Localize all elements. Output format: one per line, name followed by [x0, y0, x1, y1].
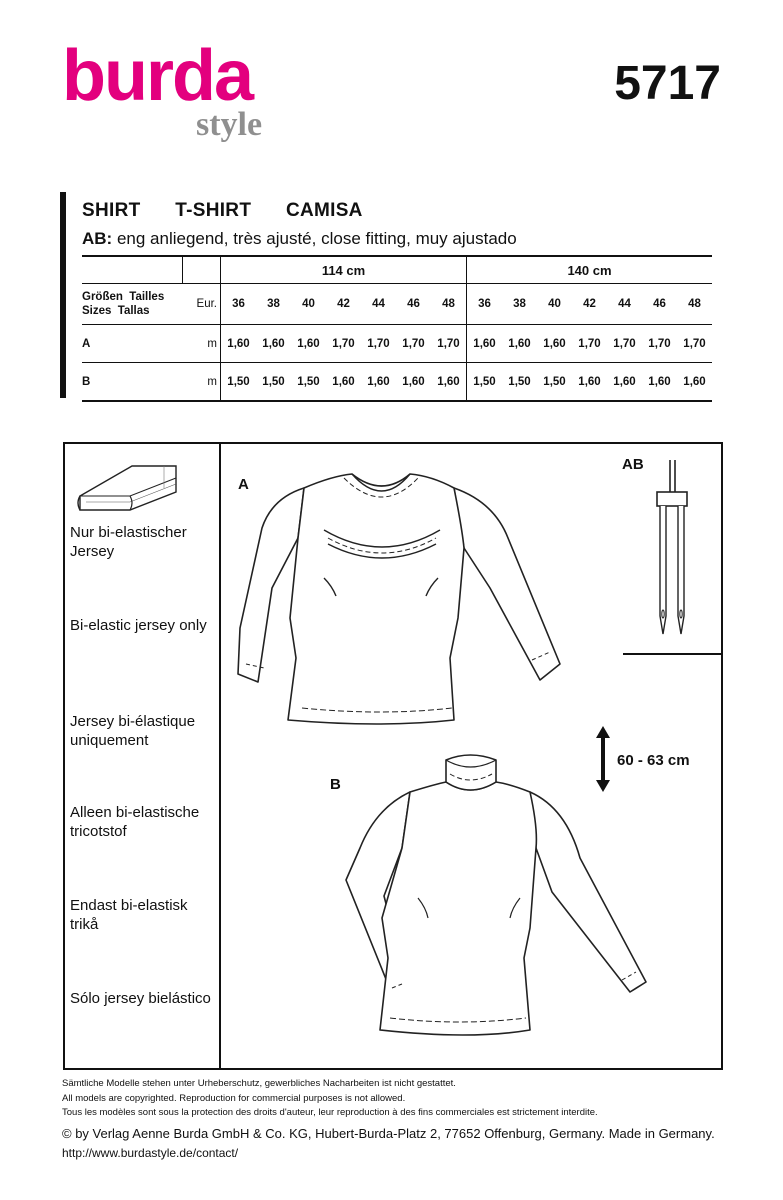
- view-a-label-drawing: A: [238, 476, 249, 493]
- yardage-cell: 1,60: [367, 375, 390, 388]
- yardage-cell: 1,60: [437, 375, 460, 388]
- yardage-cell: 1,60: [297, 337, 320, 350]
- yardage-cell: 1,70: [437, 337, 460, 350]
- view-b-row: [82, 363, 712, 402]
- eur-header: Eur.: [183, 284, 221, 325]
- fabric-note-de: Nur bi-elastischer Jersey: [70, 524, 187, 560]
- size-cell: 36: [232, 298, 245, 310]
- size-cell: 46: [653, 298, 666, 310]
- view-a-unit: m: [183, 325, 221, 363]
- size-cell: 42: [337, 298, 350, 310]
- yardage-cell: 1,50: [262, 375, 285, 388]
- size-cell: 48: [442, 298, 455, 310]
- yardage-cell: 1,60: [508, 337, 531, 350]
- garment-a-drawing: [232, 468, 572, 748]
- yardage-cell: 1,60: [402, 375, 425, 388]
- sizes-row: [82, 284, 712, 325]
- yardage-cell: 1,50: [543, 375, 566, 388]
- table-corner-unit: [183, 256, 221, 284]
- yardage-cell: 1,50: [508, 375, 531, 388]
- width-114: 114 cm: [221, 256, 467, 284]
- view-a-row: [82, 325, 712, 363]
- yardage-cell: 1,50: [297, 375, 320, 388]
- fabric-width-row: [82, 256, 712, 284]
- yardage-cell: 1,70: [367, 337, 390, 350]
- yardage-table: [82, 255, 712, 402]
- fabric-note-nl: Alleen bi-elastische tricotstof: [70, 804, 200, 840]
- size-cell: 38: [267, 298, 280, 310]
- yardage-cell: 1,70: [648, 337, 671, 350]
- garment-b-drawing: [340, 768, 680, 1068]
- size-cell: 40: [548, 298, 561, 310]
- fabric-note-en: Bi-elastic jersey only: [70, 617, 207, 634]
- fabric-note-es: Sólo jersey bielástico: [70, 990, 211, 1007]
- yardage-cell: 1,70: [683, 337, 706, 350]
- yardage-cell: 1,70: [402, 337, 425, 350]
- yardage-cell: 1,60: [262, 337, 285, 350]
- fit-description: [82, 229, 517, 249]
- width-140: 140 cm: [567, 262, 612, 278]
- size-cell: 44: [618, 298, 631, 310]
- yardage-cell: 1,60: [683, 375, 706, 388]
- heading-bar: [60, 192, 66, 398]
- fabric-note-sv: Endast bi-elastisk trikå: [70, 897, 188, 933]
- copyright: © by Verlag Aenne Burda GmbH & Co. KG, Hubert-Burda-Platz 2, 77652 Offenburg, Germany. Made in Germany.: [62, 1126, 715, 1141]
- legal-de: Sämtliche Modelle stehen unter Urheberschutz, gewerbliches Nacharbeiten ist nicht gestattet.: [62, 1078, 456, 1089]
- yardage-cell: 1,70: [578, 337, 601, 350]
- yardage-cell: 1,50: [467, 363, 503, 402]
- garment-title: SHIRT T-SHIRT CAMISA: [82, 200, 363, 221]
- needle-divider: [623, 653, 721, 655]
- fabric-note-fr: Jersey bi-élastique uniquement: [70, 713, 196, 749]
- size-cell: 36: [467, 284, 503, 325]
- legal-fr: Tous les modèles sont sous la protection des droits d'auteur, leur reproduction à des fins commerciales est strictement interdite.: [62, 1107, 598, 1118]
- view-b-label: B: [82, 375, 91, 388]
- fabric-roll-icon: [72, 458, 182, 518]
- sizes-label-line1: Größen Tailles: [82, 291, 165, 303]
- size-cell: 44: [372, 298, 385, 310]
- view-b-unit: m: [183, 363, 221, 402]
- needle-label: AB: [622, 456, 644, 473]
- yardage-cell: 1,70: [613, 337, 636, 350]
- length-measure: 60 - 63 cm: [617, 752, 690, 769]
- yardage-cell: 1,60: [332, 375, 355, 388]
- view-a-label: A: [82, 337, 91, 350]
- twin-needle-icon: [647, 456, 697, 636]
- pattern-number: 5717: [614, 57, 721, 110]
- table-corner: [82, 256, 183, 284]
- yardage-cell: 1,60: [613, 375, 636, 388]
- size-cell: 40: [302, 298, 315, 310]
- style-logo: style: [196, 106, 263, 143]
- yardage-cell: 1,60: [543, 337, 566, 350]
- view-b-label-drawing: B: [330, 776, 341, 793]
- yardage-cell: 1,60: [648, 375, 671, 388]
- contact-link[interactable]: http://www.burdastyle.de/contact/: [62, 1146, 239, 1160]
- yardage-cell: 1,70: [332, 337, 355, 350]
- sizes-label-line2: Sizes Tallas: [82, 305, 150, 317]
- yardage-cell: 1,60: [227, 337, 250, 350]
- fit-text: eng anliegend, très ajusté, close fitting, muy ajustado: [112, 229, 517, 248]
- size-cell: 46: [407, 298, 420, 310]
- size-cell: 42: [583, 298, 596, 310]
- fit-prefix: AB:: [82, 229, 113, 248]
- yardage-cell: 1,60: [467, 325, 503, 363]
- size-cell: 48: [688, 298, 701, 310]
- legal-en: All models are copyrighted. Reproduction for commercial purposes is not allowed.: [62, 1093, 406, 1104]
- size-cell: 38: [513, 298, 526, 310]
- yardage-cell: 1,50: [227, 375, 250, 388]
- burda-logo: burda: [62, 36, 253, 116]
- yardage-cell: 1,60: [578, 375, 601, 388]
- sizes-label: [82, 284, 183, 325]
